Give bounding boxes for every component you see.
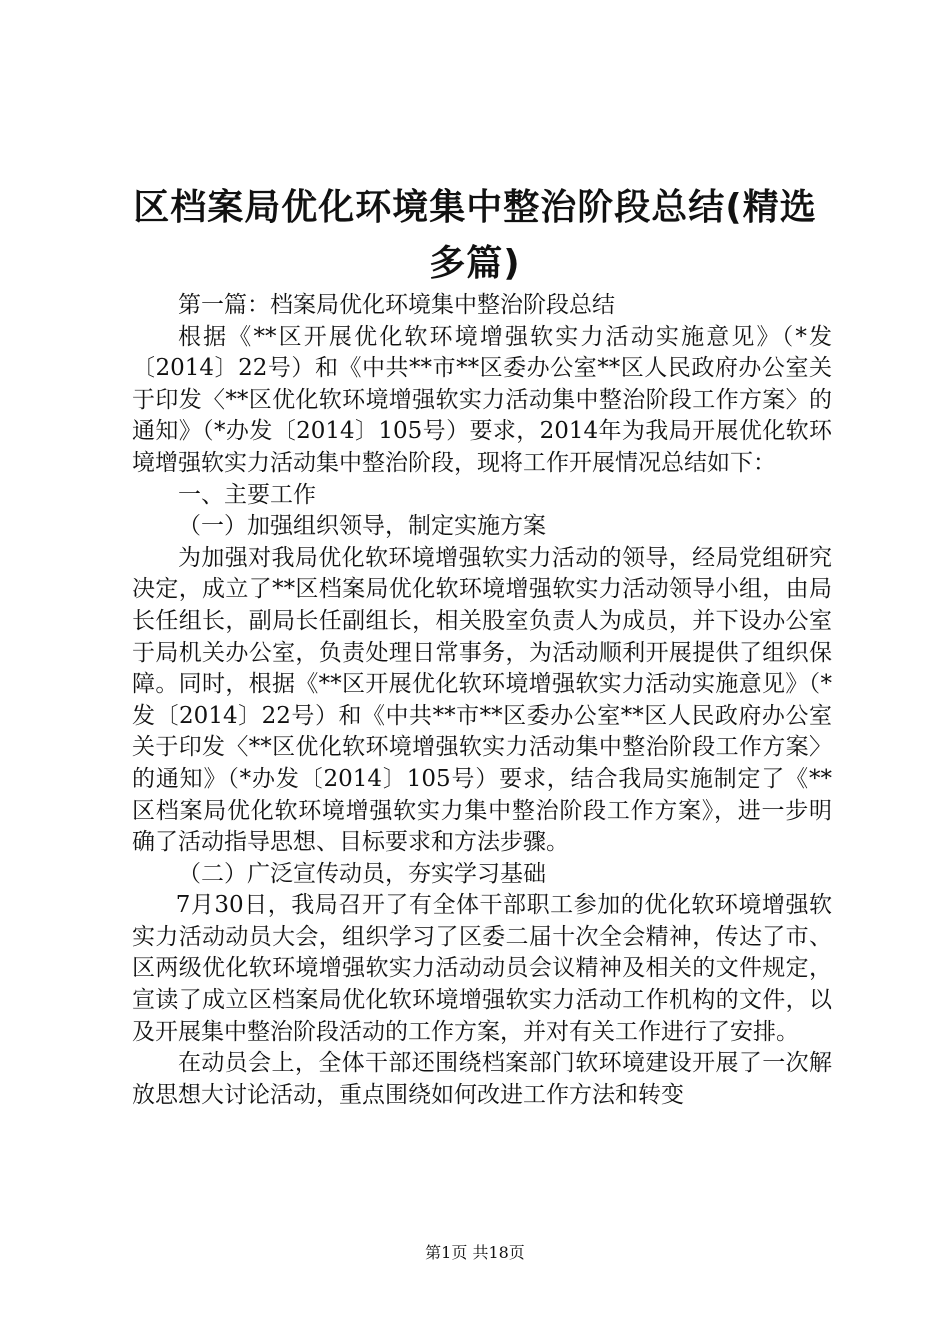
paragraph-intro: 根据《**区开展优化软环境增强软实力活动实施意见》（*发〔2014〕22号）和《中共**市**区委办公室**区人民政府办公室关于印发〈**区优化软环境增强软实力活动集中整治阶段工作方案〉的通知》（*办发〔2014〕105号）要求，2014年为我局开展优化软环境增强软实力活动集中整治阶段，现将工作开展情况总结如下： [132, 323, 832, 476]
document-title: 区档案局优化环境集中整治阶段总结(精选多篇) [133, 187, 817, 284]
paragraph-organization: 为加强对我局优化软环境增强软实力活动的领导，经局党组研究决定，成立了**区档案局优化软环境增强软实力活动领导小组，由局长任组长，副局长任副组长，相关股室负责人为成员，并下设办公室于局机关办公室，负责处理日常事务，为活动顺利开展提供了组织保障。同时，根据《**区开展优化软环境增强软实力活动实施意见》（*发〔2014〕22号）和《中共**市**区委办公室**区人民政府办公室关于印发〈**区优化软环境增强软实力活动集中整治阶段工作方案〉的通知》（*办发〔2014〕105号）要求，结合我局实施制定了《**区档案局优化软环境增强软实力集中整治阶段工作方案》，进一步明确了活动指导思想、目标要求和方法步骤。 [132, 544, 832, 856]
paragraph-discussion: 在动员会上，全体干部还围绕档案部门软环境建设开展了一次解放思想大讨论活动，重点围绕如何改进工作方法和转变 [132, 1050, 832, 1108]
subheading-organization: （一）加强组织领导，制定实施方案 [178, 513, 546, 540]
paragraph-mobilization-meeting: 7月30日，我局召开了有全体干部职工参加的优化软环境增强软实力活动动员大会，组织学习了区委二届十次全会精神，传达了市、区两级优化软环境增强软实力活动动员会议精神及相关的文件规定，宣读了成立区档案局优化软环境增强软实力活动工作机构的文件，以及开展集中整治阶段活动的工作方案，并对有关工作进行了安排。 [132, 892, 832, 1045]
section-heading-main-work: 一、主要工作 [178, 481, 316, 508]
subheading-publicity: （二）广泛宣传动员，夯实学习基础 [178, 860, 546, 887]
section-heading-part-one: 第一篇：档案局优化环境集中整治阶段总结 [178, 292, 615, 318]
page-footer: 第1页 共18页 [425, 1243, 525, 1262]
document-body [132, 290, 832, 1111]
